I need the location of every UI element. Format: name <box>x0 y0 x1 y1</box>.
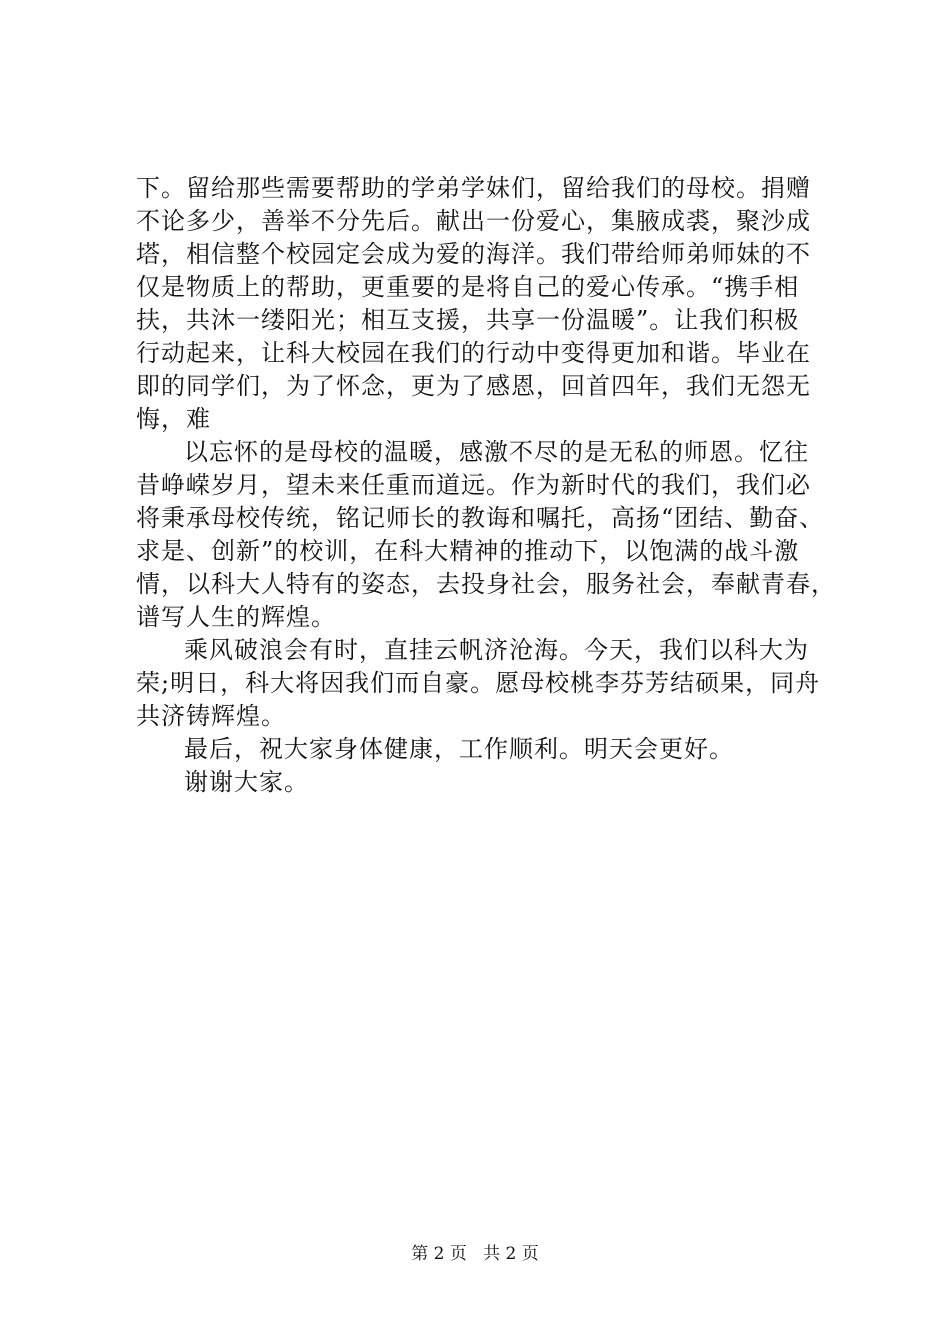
page-spacer <box>472 1244 477 1264</box>
text-line: 塔，相信整个校园定会成为爱的海洋。我们带给师弟师妹的不 <box>136 240 811 268</box>
text-line: 行动起来，让科大校园在我们的行动中变得更加和谐。毕业在 <box>136 339 811 367</box>
text-line: 仅是物质上的帮助，更重要的是将自己的爱心传承。“携手相 <box>136 273 800 301</box>
text-line: 情，以科大人特有的姿态，去投身社会，服务社会，奉献青春， <box>136 570 836 598</box>
text-line: 谢谢大家。 <box>184 768 309 796</box>
text-line: 荣;明日，科大将因我们而自豪。愿母校桃李芬芳结硕果，同舟 <box>136 669 821 697</box>
document-body <box>136 172 836 799</box>
text-line: 求是、创新”的校训，在科大精神的推动下，以饱满的战斗激 <box>136 537 800 565</box>
page-footer <box>0 1243 950 1265</box>
paragraph-3 <box>136 634 826 733</box>
text-line: 不论多少，善举不分先后。献出一份爱心，集腋成裘，聚沙成 <box>136 207 811 235</box>
text-line: 扶，共沐一缕阳光；相互支援，共享一份温暖”。让我们积极 <box>136 306 800 334</box>
text-line: 最后，祝大家身体健康，工作顺利。明天会更好。 <box>184 735 734 763</box>
text-line: 乘风破浪会有时，直挂云帆济沧海。今天，我们以科大为 <box>184 636 809 664</box>
text-line: 谱写人生的辉煌。 <box>136 603 336 631</box>
paragraph-4 <box>136 733 826 766</box>
page-number: 第 2 页 <box>411 1244 467 1264</box>
paragraph-2 <box>136 436 836 634</box>
text-line: 下。留给那些需要帮助的学弟学妹们，留给我们的母校。捐赠 <box>136 174 811 202</box>
paragraph-5 <box>136 766 826 799</box>
text-line: 以忘怀的是母校的温暖，感激不尽的是无私的师恩。忆往 <box>184 438 809 466</box>
text-line: 即的同学们，为了怀念，更为了感恩，回首四年，我们无怨无 <box>136 372 811 400</box>
text-line: 悔，难 <box>136 405 211 433</box>
paragraph-1 <box>136 172 826 436</box>
text-line: 共济铸辉煌。 <box>136 702 286 730</box>
text-line: 昔峥嵘岁月，望未来任重而道远。作为新时代的我们，我们必 <box>136 471 811 499</box>
page-total: 共 2 页 <box>483 1244 539 1264</box>
text-line: 将秉承母校传统，铭记师长的教诲和嘱托，高扬“团结、勤奋、 <box>136 504 825 532</box>
